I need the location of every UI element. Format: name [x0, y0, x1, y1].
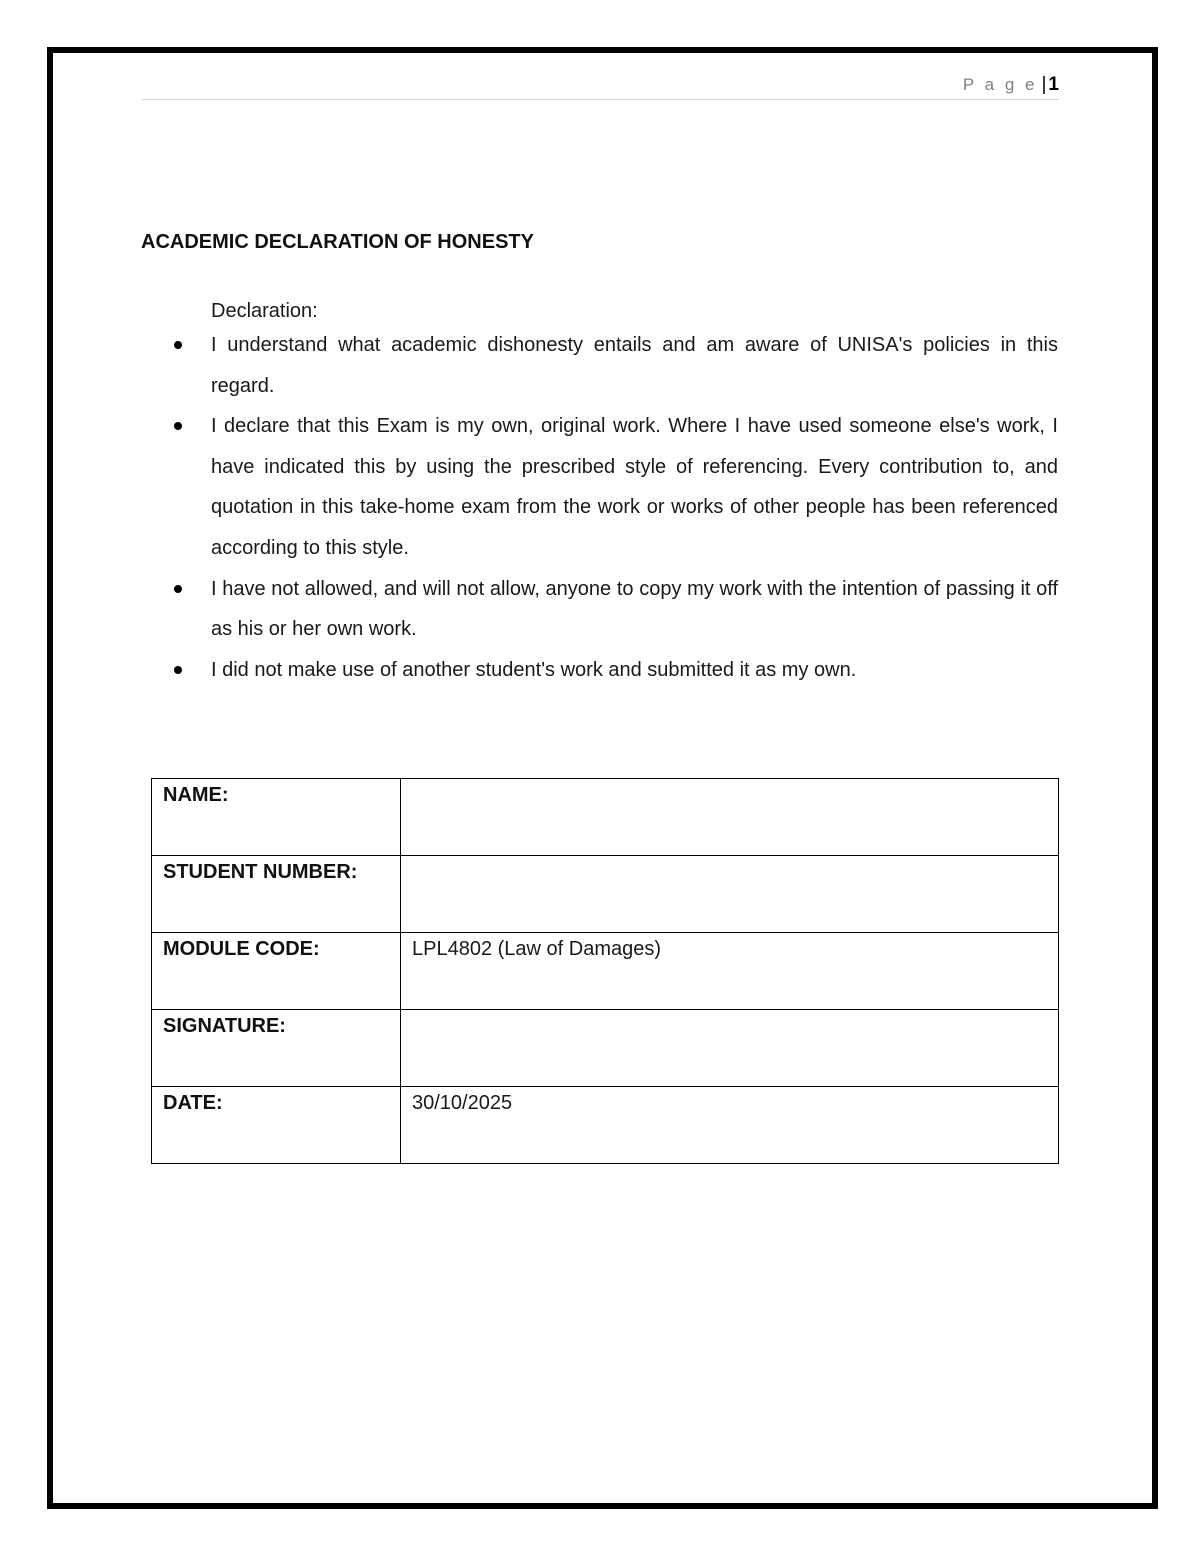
declaration-intro: Declaration:: [211, 300, 318, 322]
declaration-text: I declare that this Exam is my own, original work. Where I have used someone else's work, I have indicated this by using the prescribed style of referencing. Every contribution to, and quotation in this take-home exam from the work or works of other people has been referenced according to this style.: [211, 415, 1058, 559]
table-row-date: [152, 1087, 1059, 1164]
declaration-item: [211, 406, 1058, 568]
signature-label: SIGNATURE:: [152, 1010, 401, 1087]
declaration-item: [211, 650, 1058, 691]
bullet-icon: [174, 585, 182, 593]
bullet-icon: [174, 666, 182, 674]
table-row-module-code: [152, 933, 1059, 1010]
declaration-item: [211, 569, 1058, 650]
bullet-icon: [174, 341, 182, 349]
module-code-label: MODULE CODE:: [152, 933, 401, 1010]
page-number: 1: [1048, 74, 1059, 95]
declaration-item: [211, 325, 1058, 406]
page-separator: |: [1041, 74, 1047, 95]
page-label: P a g e: [962, 75, 1038, 94]
name-value[interactable]: [401, 779, 1059, 856]
declaration-text: I have not allowed, and will not allow, anyone to copy my work with the intention of passing it off as his or her own work.: [211, 577, 1058, 641]
signature-value[interactable]: [401, 1010, 1059, 1087]
declaration-text: I understand what academic dishonesty entails and am aware of UNISA's policies in this regard.: [211, 334, 1058, 397]
date-label: DATE:: [152, 1087, 401, 1164]
page-header: [142, 74, 1059, 100]
module-code-value[interactable]: LPL4802 (Law of Damages): [401, 933, 1059, 1010]
table-row-student-number: [152, 856, 1059, 933]
document-title: ACADEMIC DECLARATION OF HONESTY: [141, 231, 534, 253]
table-row-name: [152, 779, 1059, 856]
student-number-label: STUDENT NUMBER:: [152, 856, 401, 933]
table-row-signature: [152, 1010, 1059, 1087]
student-number-value[interactable]: [401, 856, 1059, 933]
date-value[interactable]: 30/10/2025: [401, 1087, 1059, 1164]
name-label: NAME:: [152, 779, 401, 856]
declaration-text: I did not make use of another student's work and submitted it as my own.: [211, 658, 857, 681]
student-info-table: [151, 778, 1059, 1164]
declaration-list: [211, 325, 1058, 690]
